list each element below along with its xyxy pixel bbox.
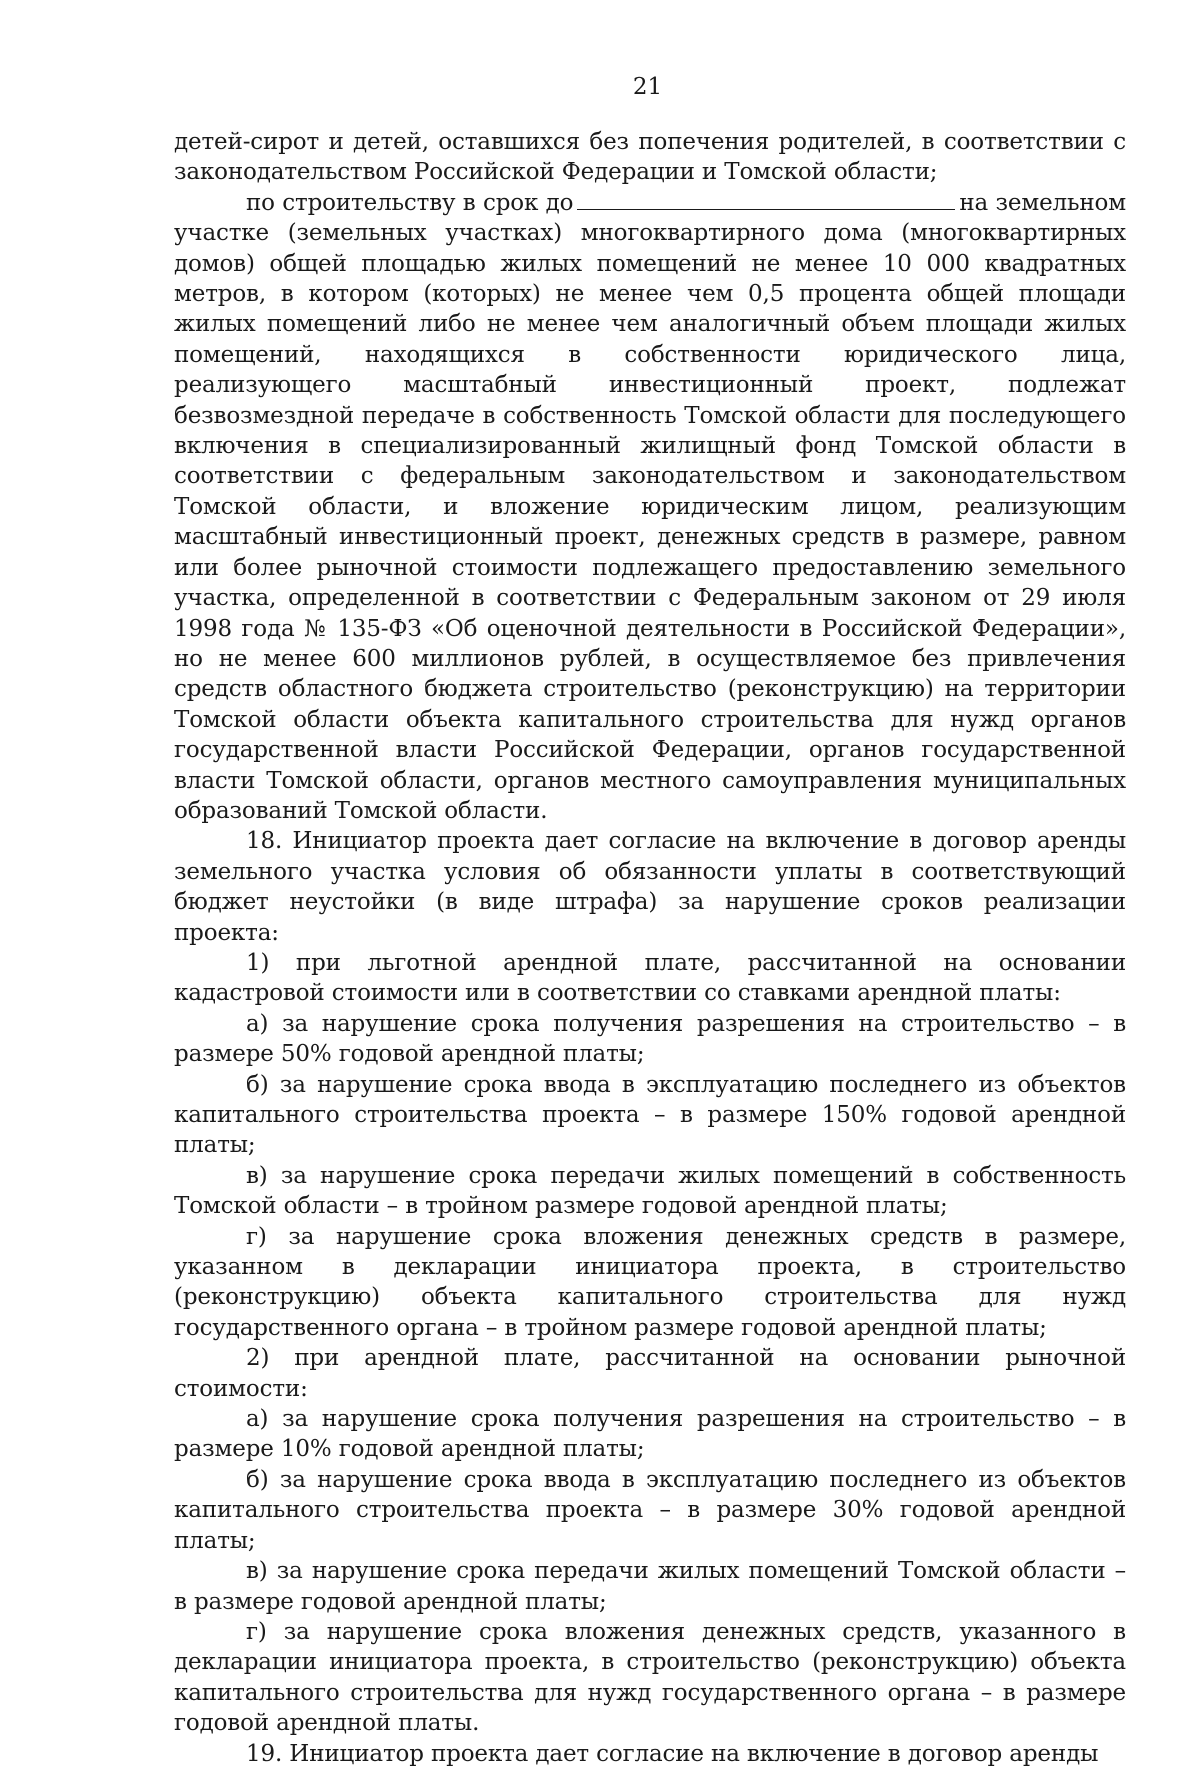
paragraph-subitem-1: 1) при льготной арендной плате, рассчитанной на основании кадастровой стоимости или в соответствии со ставками арендной платы: — [174, 949, 1126, 1007]
paragraph-construction-deadline-rest: на земельном участке (земельных участках) многоквартирного дома (многоквартирных домов) общей площадью жилых помещений не менее 10 000 квадратных метров, в котором (которых) не менее чем 0,5 процента общей площади жилых помещений либо не менее чем аналогичный объем площади жилых помещений, находящихся в собственности юридического лица, реализующего масштабный инвестиционный проект, подлежат безвозмездной передаче в собственность Томской области для последующего включения в специализированный жилищный фонд Томской области в соответствии с федеральным законодательством и законодательством Томской области, и вложение юридическим лицом, реализующим масштабный инвестиционный проект, денежных средств в размере, равном или более рыночной стоимости подлежащего предоставлению земельного участка, определенной в соответствии с Федеральным законом от 29 июля 1998 года № 135-ФЗ «Об оценочной деятельности в Российской Федерации», но не менее 600 миллионов рублей, в осуществляемое без привлечения средств областного бюджета строительство (реконструкцию) на территории Томской области объекта капитального строительства для нужд органов государственной власти Российской Федерации, органов государственной власти Томской области, органов местного самоуправления муниципальных образований Томской области. — [174, 189, 1126, 824]
paragraph-subitem-2g: г) за нарушение срока вложения денежных средств, указанного в декларации инициатора проекта, в строительство (реконструкцию) объекта капитального строительства для нужд государственного органа – в размере годовой арендной платы. — [174, 1618, 1126, 1737]
deadline-blank-field — [577, 191, 955, 210]
paragraph-item-19: 19. Инициатор проекта дает согласие на включение в договор аренды — [246, 1740, 1099, 1767]
paragraph-orphans-continuation: детей-сирот и детей, оставшихся без попечения родителей, в соответствии с законодательством Российской Федерации и Томской области; — [174, 129, 1126, 186]
paragraph-subitem-2a: а) за нарушение срока получения разрешения на строительство – в размере 10% годовой арендной платы; — [174, 1406, 1126, 1463]
paragraph-item-18: 18. Инициатор проекта дает согласие на включение в договор аренды земельного участка условия об обязанности уплаты в соответствующий бюджет неустойки (в виде штрафа) за нарушение сроков реализации проекта: — [174, 828, 1126, 946]
paragraph-subitem-2b: б) за нарушение срока ввода в эксплуатацию последнего из объектов капитального строительства проекта – в размере 30% годовой арендной платы; — [174, 1466, 1126, 1554]
paragraph-construction-deadline — [174, 188, 1126, 827]
paragraph-subitem-2: 2) при арендной плате, рассчитанной на основании рыночной стоимости: — [174, 1345, 1126, 1402]
page-number: 21 — [632, 74, 663, 100]
paragraph-subitem-2v: в) за нарушение срока передачи жилых помещений Томской области – в размере годовой арендной платы; — [174, 1558, 1126, 1615]
paragraph-subitem-1v: в) за нарушение срока передачи жилых помещений в собственность Томской области – в тройном размере годовой арендной платы; — [174, 1162, 1126, 1220]
document-body — [174, 127, 1126, 1769]
paragraph-subitem-1b: б) за нарушение срока ввода в эксплуатацию последнего из объектов капитального строительства проекта – в размере 150% годовой арендной платы; — [174, 1071, 1126, 1159]
paragraph-subitem-1a: а) за нарушение срока получения разрешения на строительство – в размере 50% годовой арендной платы; — [174, 1010, 1126, 1068]
paragraph-construction-deadline-start: по строительству в срок до — [246, 189, 574, 216]
paragraph-subitem-1g: г) за нарушение срока вложения денежных средств в размере, указанном в декларации инициатора проекта, в строительство (реконструкцию) объекта капитального строительства для нужд государственного органа – в тройном размере годовой арендной платы; — [174, 1223, 1126, 1341]
